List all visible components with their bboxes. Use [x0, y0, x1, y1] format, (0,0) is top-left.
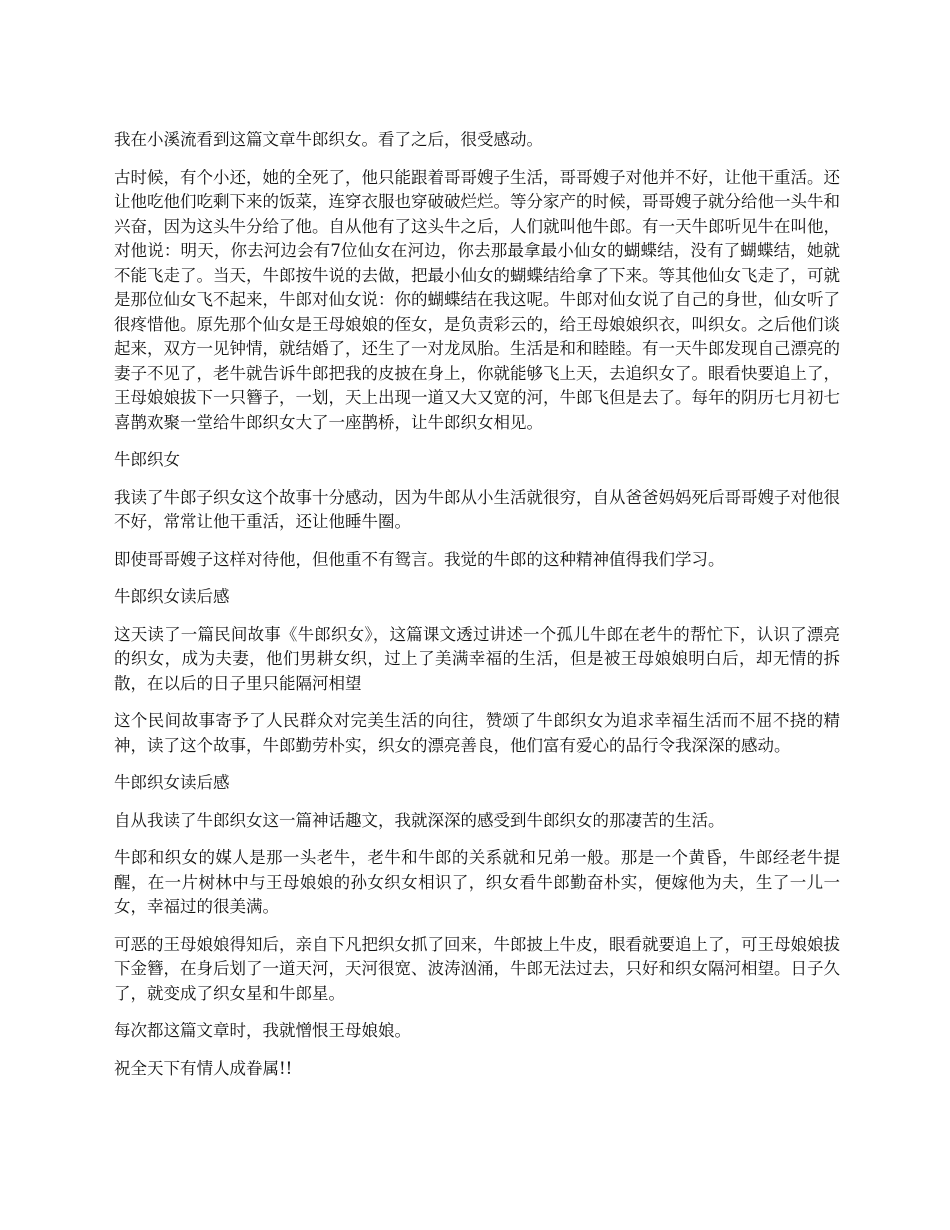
body-paragraph: 自从我读了牛郎织女这一篇神话趣文，我就深深的感受到牛郎织女的那凄苦的生活。: [114, 810, 725, 830]
intro-paragraph: 我在小溪流看到这篇文章牛郎织女。看了之后，很受感动。: [114, 130, 543, 149]
story-paragraph: 古时候，有个小还，她的全死了，他只能跟着哥哥嫂子生活，哥哥嫂子对他并不好，让他干重活。还让他吃他们吃剩下来的饭菜，连穿衣服也穿破破烂烂。等分家产的时候，哥哥嫂子就分给他一头牛和兴奋，因为这头牛分给了他。自从他有了这头牛之后，人们就叫他牛郎。有一天牛郎听见牛在叫他，对他说：明天，你去河边会有7位仙女在河边，你去那最拿最小仙女的蝴蝶结，没有了蝴蝶结，她就不能飞走了。当天，牛郎按牛说的去做，把最小仙女的蝴蝶结给拿了下来。等其他仙女飞走了，可就是那位仙女飞不起来，牛郎对仙女说：你的蝴蝶结在我这呢。牛郎对仙女说了自己的身世，仙女听了很疼惜他。原先那个仙女是王母娘娘的侄女，是负责彩云的，给王母娘娘织衣，叫织女。之后他们谈起来，双方一见钟情，就结婚了，还生了一对龙凤胎。生活是和和睦睦。有一天牛郎发现自己漂亮的妻子不见了，老牛就告诉牛郎把我的皮披在身上，你就能够飞上天，去追织女了。眼看快要追上了，王母娘娘拔下一只簪子，一划，天上出现一道又大又宽的河，牛郎飞但是去了。每年的阴历七月初七喜鹊欢聚一堂给牛郎织女大了一座鹊桥，让牛郎织女相见。: [114, 167, 840, 432]
document-body: [114, 128, 840, 1094]
body-paragraph: 这个民间故事寄予了人民群众对完美生活的向往，赞颂了牛郎织女为追求幸福生活而不屈不挠的精神，读了这个故事，牛郎勤劳朴实，织女的漂亮善良，他们富有爱心的品行令我深深的感动。: [114, 711, 840, 755]
section-heading: 牛郎织女读后感: [114, 773, 230, 792]
closing-line: 祝全天下有情人成眷属!!: [114, 1058, 293, 1078]
body-paragraph: 牛郎和织女的媒人是那一头老牛，老牛和牛郎的关系就和兄弟一般。那是一个黄昏，牛郎经老牛提醒，在一片树林中与王母娘娘的孙女织女相识了，织女看牛郎勤奋朴实，便嫁他为夫，生了一儿一女，幸福过的很美满。: [114, 848, 840, 916]
body-paragraph: 可恶的王母娘娘得知后，亲自下凡把织女抓了回来，牛郎披上牛皮，眼看就要追上了，可王母娘娘拔下金簪，在身后划了一道天河，天河很宽、波涛汹涌，牛郎无法过去，只好和织女隔河相望。日子久了，就变成了织女星和牛郎星。: [114, 934, 840, 1003]
body-paragraph: 即使哥哥嫂子这样对待他，但他重不有鸳言。我觉的牛郎的这种精神值得我们学习。: [114, 549, 725, 569]
body-paragraph: 每次都这篇文章时，我就憎恨王母娘娘。: [114, 1021, 411, 1040]
body-paragraph: 这天读了一篇民间故事《牛郎织女》，这篇课文透过讲述一个孤儿牛郎在老牛的帮忙下，认识了漂亮的织女，成为夫妻，他们男耕女织，过上了美满幸福的生活，但是被王母娘娘明白后，却无情的拆散，在以后的日子里只能隔河相望: [114, 624, 840, 693]
section-heading: 牛郎织女读后感: [114, 587, 230, 606]
body-paragraph: 我读了牛郎子织女这个故事十分感动，因为牛郎从小生活就很穷，自从爸爸妈妈死后哥哥嫂子对他很不好，常常让他干重活，还让他睡牛圈。: [114, 487, 840, 531]
section-heading: 牛郎织女: [114, 450, 180, 469]
